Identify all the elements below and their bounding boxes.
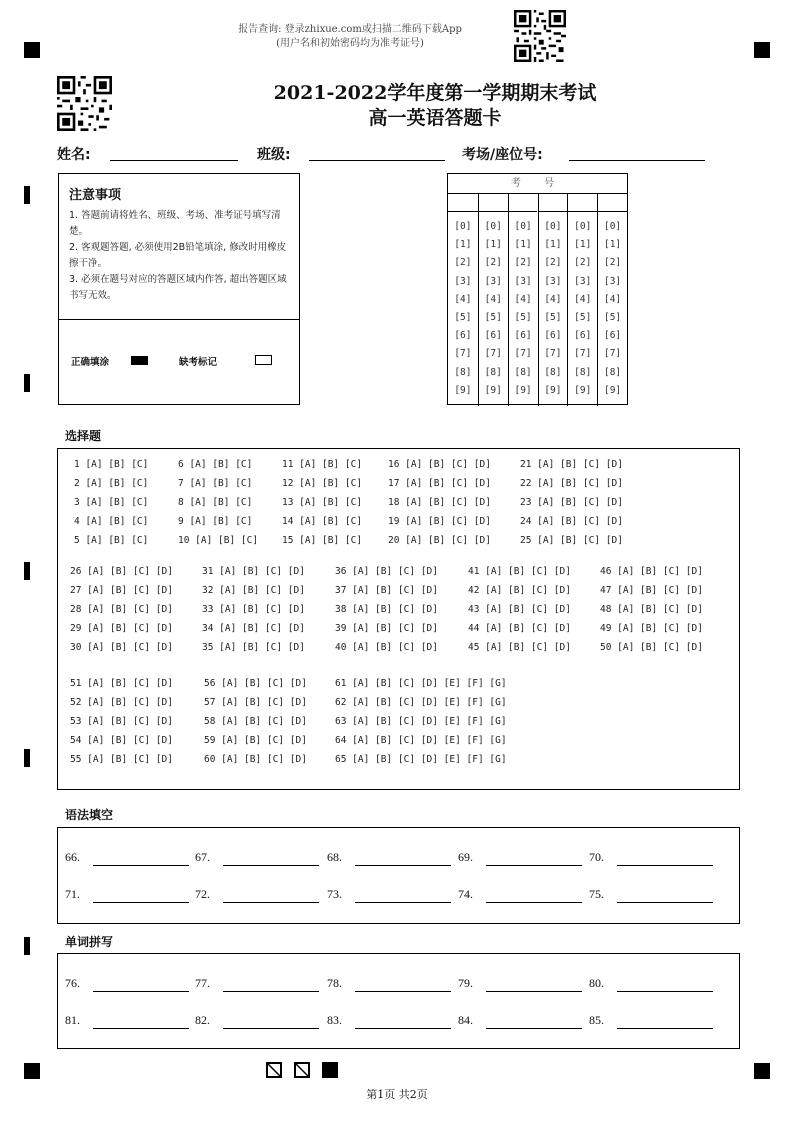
name-field[interactable] [110,160,238,161]
spelling-question-number: 77. [195,976,210,990]
choice-question-41[interactable]: 41 [A] [B] [C] [D] [468,566,571,577]
spelling-question-number: 83. [327,1013,342,1027]
choice-question-54[interactable]: 54 [A] [B] [C] [D] [70,735,173,746]
exam-number-bubble[interactable]: [2] [603,257,622,269]
choice-question-17[interactable]: 17 [A] [B] [C] [D] [388,478,491,489]
choice-question-38[interactable]: 38 [A] [B] [C] [D] [335,604,438,615]
exam-number-column [567,193,597,406]
exam-number-bubble[interactable]: [6] [484,330,502,342]
exam-number-bubble[interactable]: [6] [603,330,622,342]
notice-heading: 注意事项 [69,188,122,203]
spelling-blank-item [589,1013,719,1031]
spelling-blank-item [327,976,457,994]
choice-question-6[interactable]: 6 [A] [B] [C] [178,459,253,470]
exam-number-bubble[interactable]: [7] [454,348,472,360]
choice-question-22[interactable]: 22 [A] [B] [C] [D] [520,478,623,489]
exam-number-bubble[interactable]: [6] [454,330,472,342]
exam-number-bubble[interactable]: [1] [454,239,472,251]
grammar-answer-line[interactable] [223,902,319,903]
absent-mark-label: 缺考标记 [179,357,218,368]
spelling-answer-line[interactable] [355,991,451,992]
seat-label: 考场/座位号: [462,147,543,163]
choice-question-56[interactable]: 56 [A] [B] [C] [D] [204,678,307,689]
grammar-answer-line[interactable] [617,902,713,903]
exam-number-bubble[interactable]: [0] [514,221,532,232]
spelling-question-number: 85. [589,1013,604,1027]
exam-number-bubble[interactable]: [0] [544,221,562,232]
timing-mark [24,186,30,204]
choice-question-45[interactable]: 45 [A] [B] [C] [D] [468,642,571,653]
choice-question-44[interactable]: 44 [A] [B] [C] [D] [468,623,571,634]
exam-number-bubble[interactable]: [3] [514,275,532,287]
exam-number-bubble[interactable]: [3] [574,275,592,287]
seat-field[interactable] [569,160,705,161]
exam-number-bubble[interactable]: [3] [484,275,502,287]
choice-question-58[interactable]: 58 [A] [B] [C] [D] [204,716,307,727]
choice-question-50[interactable]: 50 [A] [B] [C] [D] [600,642,703,653]
choice-question-34[interactable]: 34 [A] [B] [C] [D] [202,623,305,634]
choice-question-24[interactable]: 24 [A] [B] [C] [D] [520,516,623,527]
grammar-answer-line[interactable] [93,902,189,903]
choice-question-39[interactable]: 39 [A] [B] [C] [D] [335,623,438,634]
grammar-blank-item [327,887,457,905]
exam-number-column [597,193,627,406]
choice-question-57[interactable]: 57 [A] [B] [C] [D] [204,697,307,708]
registration-mark-top-right [754,42,770,58]
grammar-question-number: 72. [195,887,210,901]
grammar-section-title: 语法填空 [65,808,114,822]
choice-question-63[interactable]: 63 [A] [B] [C] [D] [E] [F] [G] [335,716,507,727]
choice-question-51[interactable]: 51 [A] [B] [C] [D] [70,678,173,689]
exam-number-bubble[interactable]: [0] [484,221,502,232]
notice-item: 2. 客观题答题, 必须使用2B铅笔填涂, 修改时用橡皮擦干净。 [69,242,287,269]
grammar-question-number: 71. [65,887,80,901]
exam-number-bubble[interactable]: [0] [603,221,622,232]
notice-item: 1. 答题前请将姓名、班级、考场、准考证号填写清楚。 [69,210,281,237]
choice-question-3[interactable]: 3 [A] [B] [C] [74,497,149,508]
grammar-answer-line[interactable] [93,865,189,866]
choice-question-37[interactable]: 37 [A] [B] [C] [D] [335,585,438,596]
spelling-answer-line[interactable] [223,1028,319,1029]
exam-number-bubble[interactable]: [9] [603,384,622,396]
choice-question-27[interactable]: 27 [A] [B] [C] [D] [70,585,173,596]
correct-fill-label: 正确填涂 [71,357,110,368]
exam-number-bubble[interactable]: [8] [574,366,592,378]
grammar-question-number: 67. [195,850,210,864]
notice-box [58,173,300,405]
timing-mark [24,937,30,955]
grammar-answer-line[interactable] [486,865,582,866]
grammar-blank-item [327,850,457,868]
exam-number-bubble[interactable]: [5] [603,312,622,323]
exam-number-bubble[interactable]: [8] [454,366,472,378]
notice-item: 3. 必须在题号对应的答题区域内作答, 超出答题区域书写无效。 [69,274,287,301]
spelling-answer-line[interactable] [93,1028,189,1029]
correct-fill-sample [131,356,148,365]
grammar-answer-line[interactable] [355,902,451,903]
exam-number-column [538,193,568,406]
grammar-answer-area [57,827,740,924]
choice-question-29[interactable]: 29 [A] [B] [C] [D] [70,623,173,634]
grammar-answer-line[interactable] [223,865,319,866]
choice-question-31[interactable]: 31 [A] [B] [C] [D] [202,566,305,577]
page-mark-slashed [294,1062,310,1078]
spelling-answer-line[interactable] [93,991,189,992]
exam-number-bubble[interactable]: [1] [603,239,622,251]
exam-number-bubble[interactable]: [4] [603,293,622,305]
grammar-question-number: 68. [327,850,342,864]
exam-number-bubble[interactable]: [3] [603,275,622,287]
exam-number-bubble[interactable]: [8] [514,366,532,378]
exam-number-bubble[interactable]: [2] [514,257,532,269]
choice-question-5[interactable]: 5 [A] [B] [C] [74,535,149,546]
exam-number-bubble[interactable]: [7] [574,348,592,360]
exam-number-write-cell[interactable] [568,193,597,212]
spelling-question-number: 79. [458,976,473,990]
choice-question-36[interactable]: 36 [A] [B] [C] [D] [335,566,438,577]
choice-question-19[interactable]: 19 [A] [B] [C] [D] [388,516,491,527]
name-label: 姓名: [57,147,91,163]
choice-question-32[interactable]: 32 [A] [B] [C] [D] [202,585,305,596]
grammar-question-number: 75. [589,887,604,901]
grammar-blank-item [589,850,719,868]
choice-question-48[interactable]: 48 [A] [B] [C] [D] [600,604,703,615]
choice-question-25[interactable]: 25 [A] [B] [C] [D] [520,535,623,546]
choice-question-60[interactable]: 60 [A] [B] [C] [D] [204,754,307,765]
choice-question-42[interactable]: 42 [A] [B] [C] [D] [468,585,571,596]
grammar-answer-line[interactable] [355,865,451,866]
exam-number-column [508,193,538,406]
exam-number-bubble[interactable]: [4] [544,293,562,305]
choice-question-10[interactable]: 10 [A] [B] [C] [178,535,259,546]
spelling-question-number: 84. [458,1013,473,1027]
exam-number-write-cell[interactable] [448,193,478,212]
grammar-blank-item [195,850,325,868]
exam-number-bubble[interactable]: [3] [544,275,562,287]
spelling-answer-line[interactable] [355,1028,451,1029]
exam-number-bubble[interactable]: [9] [544,384,562,396]
choice-question-12[interactable]: 12 [A] [B] [C] [282,478,363,489]
exam-number-bubble[interactable]: [2] [484,257,502,269]
timing-mark [24,374,30,392]
exam-number-bubble[interactable]: [1] [574,239,592,251]
choice-question-62[interactable]: 62 [A] [B] [C] [D] [E] [F] [G] [335,697,507,708]
exam-number-bubble[interactable]: [9] [484,384,502,396]
spelling-question-number: 80. [589,976,604,990]
spelling-answer-line[interactable] [617,1028,713,1029]
choice-question-40[interactable]: 40 [A] [B] [C] [D] [335,642,438,653]
grammar-answer-line[interactable] [617,865,713,866]
exam-number-bubble[interactable]: [4] [514,293,532,305]
exam-number-bubble[interactable]: [4] [454,293,472,305]
exam-number-bubble[interactable]: [2] [574,257,592,269]
exam-number-bubble[interactable]: [6] [514,330,532,342]
grammar-question-number: 74. [458,887,473,901]
page-title: 2021-2022学年度第一学期期末考试 [273,82,597,104]
spelling-question-number: 76. [65,976,80,990]
exam-number-bubble[interactable]: [4] [484,293,502,305]
choice-section-title: 选择题 [65,429,102,443]
choice-question-16[interactable]: 16 [A] [B] [C] [D] [388,459,491,470]
exam-number-bubble[interactable]: [8] [544,366,562,378]
spelling-question-number: 81. [65,1013,80,1027]
report-query-note: 报告查询: 登录zhixue.com或扫描二维码下载App [238,24,462,35]
exam-number-bubble[interactable]: [1] [544,239,562,251]
choice-question-4[interactable]: 4 [A] [B] [C] [74,516,149,527]
page-subtitle: 高一英语答题卡 [368,107,502,129]
grammar-blank-item [65,850,195,868]
spelling-blank-item [65,1013,195,1031]
exam-number-bubble[interactable]: [7] [514,348,532,360]
grammar-question-number: 69. [458,850,473,864]
spelling-blank-item [589,976,719,994]
spelling-section-title: 单词拼写 [65,935,114,949]
spelling-blank-item [195,976,325,994]
choice-question-59[interactable]: 59 [A] [B] [C] [D] [204,735,307,746]
class-label: 班级: [257,147,291,163]
exam-number-bubble[interactable]: [8] [484,366,502,378]
exam-number-bubble[interactable]: [7] [544,348,562,360]
grammar-blank-item [195,887,325,905]
choice-question-9[interactable]: 9 [A] [B] [C] [178,516,253,527]
spelling-answer-line[interactable] [223,991,319,992]
choice-question-8[interactable]: 8 [A] [B] [C] [178,497,253,508]
exam-number-bubble[interactable]: [0] [454,221,472,232]
exam-number-bubble[interactable]: [6] [574,330,592,342]
choice-question-65[interactable]: 65 [A] [B] [C] [D] [E] [F] [G] [335,754,507,765]
choice-question-33[interactable]: 33 [A] [B] [C] [D] [202,604,305,615]
grammar-blank-item [458,850,588,868]
grammar-answer-line[interactable] [486,902,582,903]
choice-question-13[interactable]: 13 [A] [B] [C] [282,497,363,508]
exam-number-bubble[interactable]: [1] [514,239,532,251]
grammar-blank-item [589,887,719,905]
exam-number-bubble[interactable]: [3] [454,275,472,287]
spelling-answer-area [57,953,740,1049]
timing-mark [24,562,30,580]
choice-question-35[interactable]: 35 [A] [B] [C] [D] [202,642,305,653]
choice-question-2[interactable]: 2 [A] [B] [C] [74,478,149,489]
registration-mark-bottom-right [754,1063,770,1079]
exam-number-bubble[interactable]: [9] [514,384,532,396]
grammar-blank-item [458,887,588,905]
choice-question-46[interactable]: 46 [A] [B] [C] [D] [600,566,703,577]
choice-answer-area [57,448,740,790]
choice-question-55[interactable]: 55 [A] [B] [C] [D] [70,754,173,765]
spelling-blank-item [65,976,195,994]
exam-number-write-cell[interactable] [479,193,508,212]
choice-question-49[interactable]: 49 [A] [B] [C] [D] [600,623,703,634]
absent-mark-box[interactable] [255,355,272,365]
exam-number-write-cell[interactable] [509,193,538,212]
spelling-answer-line[interactable] [486,991,582,992]
choice-question-30[interactable]: 30 [A] [B] [C] [D] [70,642,173,653]
spelling-blank-item [327,1013,457,1031]
registration-mark-bottom-left [24,1063,40,1079]
choice-question-18[interactable]: 18 [A] [B] [C] [D] [388,497,491,508]
spelling-answer-line[interactable] [617,991,713,992]
page-number: 第1页 共2页 [366,1088,428,1101]
page-mark-filled [322,1062,338,1078]
exam-number-bubble[interactable]: [6] [544,330,562,342]
exam-number-bubble[interactable]: [2] [544,257,562,269]
choice-question-11[interactable]: 11 [A] [B] [C] [282,459,363,470]
exam-number-write-cell[interactable] [539,193,568,212]
exam-number-write-cell[interactable] [598,193,627,212]
choice-question-47[interactable]: 47 [A] [B] [C] [D] [600,585,703,596]
choice-question-14[interactable]: 14 [A] [B] [C] [282,516,363,527]
login-hint-note: (用户名和初始密码均为准考证号) [276,38,424,49]
choice-question-21[interactable]: 21 [A] [B] [C] [D] [520,459,623,470]
choice-question-61[interactable]: 61 [A] [B] [C] [D] [E] [F] [G] [335,678,507,689]
class-field[interactable] [309,160,445,161]
exam-number-bubble[interactable]: [1] [484,239,502,251]
choice-question-20[interactable]: 20 [A] [B] [C] [D] [388,535,491,546]
choice-question-1[interactable]: 1 [A] [B] [C] [74,459,149,470]
exam-number-bubble[interactable]: [8] [603,366,622,378]
exam-number-bubble[interactable]: [5] [544,312,562,323]
exam-number-heading: 考 号 [448,174,627,194]
exam-number-bubble[interactable]: [4] [574,293,592,305]
grammar-question-number: 66. [65,850,80,864]
exam-number-bubble[interactable]: [5] [514,312,532,323]
notice-divider [59,319,299,320]
grammar-blank-item [65,887,195,905]
exam-number-column [448,193,478,406]
grammar-question-number: 70. [589,850,604,864]
spelling-blank-item [458,976,588,994]
choice-question-53[interactable]: 53 [A] [B] [C] [D] [70,716,173,727]
exam-number-grid [447,173,628,405]
exam-number-bubble[interactable]: [5] [574,312,592,323]
exam-number-bubble[interactable]: [9] [574,384,592,396]
choice-question-23[interactable]: 23 [A] [B] [C] [D] [520,497,623,508]
exam-number-bubble[interactable]: [7] [484,348,502,360]
exam-number-bubble[interactable]: [5] [454,312,472,323]
choice-question-15[interactable]: 15 [A] [B] [C] [282,535,363,546]
spelling-question-number: 78. [327,976,342,990]
spelling-question-number: 82. [195,1013,210,1027]
exam-number-bubble[interactable]: [9] [454,384,472,396]
grammar-question-number: 73. [327,887,342,901]
spelling-answer-line[interactable] [486,1028,582,1029]
qr-code-download [514,10,566,62]
exam-number-bubble[interactable]: [0] [574,221,592,232]
choice-question-7[interactable]: 7 [A] [B] [C] [178,478,253,489]
choice-question-64[interactable]: 64 [A] [B] [C] [D] [E] [F] [G] [335,735,507,746]
exam-number-bubble[interactable]: [5] [484,312,502,323]
choice-question-52[interactable]: 52 [A] [B] [C] [D] [70,697,173,708]
choice-question-43[interactable]: 43 [A] [B] [C] [D] [468,604,571,615]
exam-number-bubble[interactable]: [2] [454,257,472,269]
timing-mark [24,749,30,767]
page-mark-slashed [266,1062,282,1078]
choice-question-26[interactable]: 26 [A] [B] [C] [D] [70,566,173,577]
spelling-blank-item [458,1013,588,1031]
exam-number-column [478,193,508,406]
exam-number-bubble[interactable]: [7] [603,348,622,360]
spelling-blank-item [195,1013,325,1031]
choice-question-28[interactable]: 28 [A] [B] [C] [D] [70,604,173,615]
